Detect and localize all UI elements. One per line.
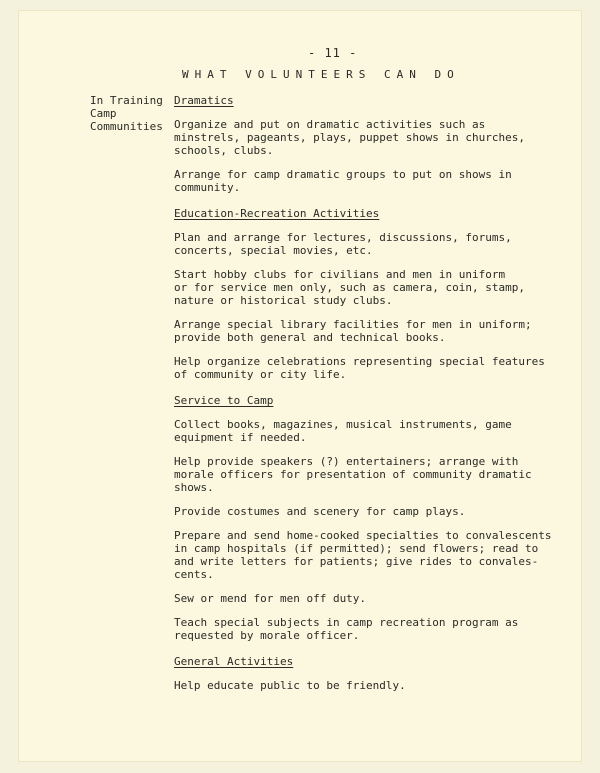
paragraph	[174, 679, 524, 692]
text-line: Help educate public to be friendly.	[174, 679, 406, 692]
text-line: Help organize celebrations representing special features	[174, 355, 545, 368]
text-line: or for service men only, such as camera, coin, stamp,	[174, 281, 525, 294]
paragraph	[174, 168, 524, 194]
side-heading	[90, 94, 176, 133]
side-heading-line: In Training	[90, 94, 163, 107]
text-line: Teach special subjects in camp recreation program as	[174, 616, 519, 629]
text-line: Organize and put on dramatic activities such as	[174, 118, 486, 131]
paragraph	[174, 592, 524, 605]
page-number: - 11 -	[308, 46, 358, 60]
text-line: of community or city life.	[174, 368, 347, 381]
paragraph	[174, 318, 532, 344]
document-page	[18, 10, 582, 762]
text-line: Arrange for camp dramatic groups to put on shows in	[174, 168, 512, 181]
section-education-recreation	[174, 207, 545, 381]
text-line: schools, clubs.	[174, 144, 274, 157]
section-heading: Service to Camp	[174, 394, 274, 407]
paragraph	[174, 529, 552, 581]
text-line: shows.	[174, 481, 214, 494]
paragraph	[174, 118, 524, 157]
text-line: Plan and arrange for lectures, discussions, forums,	[174, 231, 512, 244]
text-line: equipment if needed.	[174, 431, 307, 444]
paragraph	[174, 616, 524, 642]
paragraph	[174, 455, 532, 494]
side-heading-line: Communities	[90, 120, 163, 133]
text-line: Help provide speakers (?) entertainers; arrange with	[174, 455, 519, 468]
text-line: Sew or mend for men off duty.	[174, 592, 367, 605]
text-line: morale officers for presentation of community dramatic	[174, 468, 532, 481]
text-line: minstrels, pageants, plays, puppet shows in churches,	[174, 131, 525, 144]
section-general-activities	[174, 655, 524, 692]
section-service-to-camp	[174, 394, 552, 642]
content-column	[174, 94, 552, 692]
text-line: Start hobby clubs for civilians and men in uniform	[174, 268, 506, 281]
paragraph	[174, 418, 524, 444]
text-line: community.	[174, 181, 241, 194]
text-line: in camp hospitals (if permitted); send flowers; read to	[174, 542, 539, 555]
text-line: concerts, special movies, etc.	[174, 244, 373, 257]
text-line: requested by morale officer.	[174, 629, 360, 642]
side-heading-line: Camp	[90, 107, 117, 120]
section-heading: Dramatics	[174, 94, 234, 107]
paragraph	[174, 355, 545, 381]
paragraph	[174, 231, 524, 257]
page-title: WHAT VOLUNTEERS CAN DO	[182, 68, 460, 81]
text-line: Prepare and send home-cooked specialties to convalescents	[174, 529, 552, 542]
text-line: Collect books, magazines, musical instruments, game	[174, 418, 512, 431]
section-dramatics	[174, 94, 524, 194]
section-heading: Education-Recreation Activities	[174, 207, 380, 220]
paragraph	[174, 268, 524, 307]
paragraph	[174, 505, 524, 518]
text-line: cents.	[174, 568, 214, 581]
section-heading: General Activities	[174, 655, 294, 668]
text-line: and write letters for patients; give rides to convales-	[174, 555, 539, 568]
text-line: Provide costumes and scenery for camp plays.	[174, 505, 466, 518]
text-line: provide both general and technical books.	[174, 331, 446, 344]
text-line: nature or historical study clubs.	[174, 294, 393, 307]
text-line: Arrange special library facilities for men in uniform;	[174, 318, 532, 331]
